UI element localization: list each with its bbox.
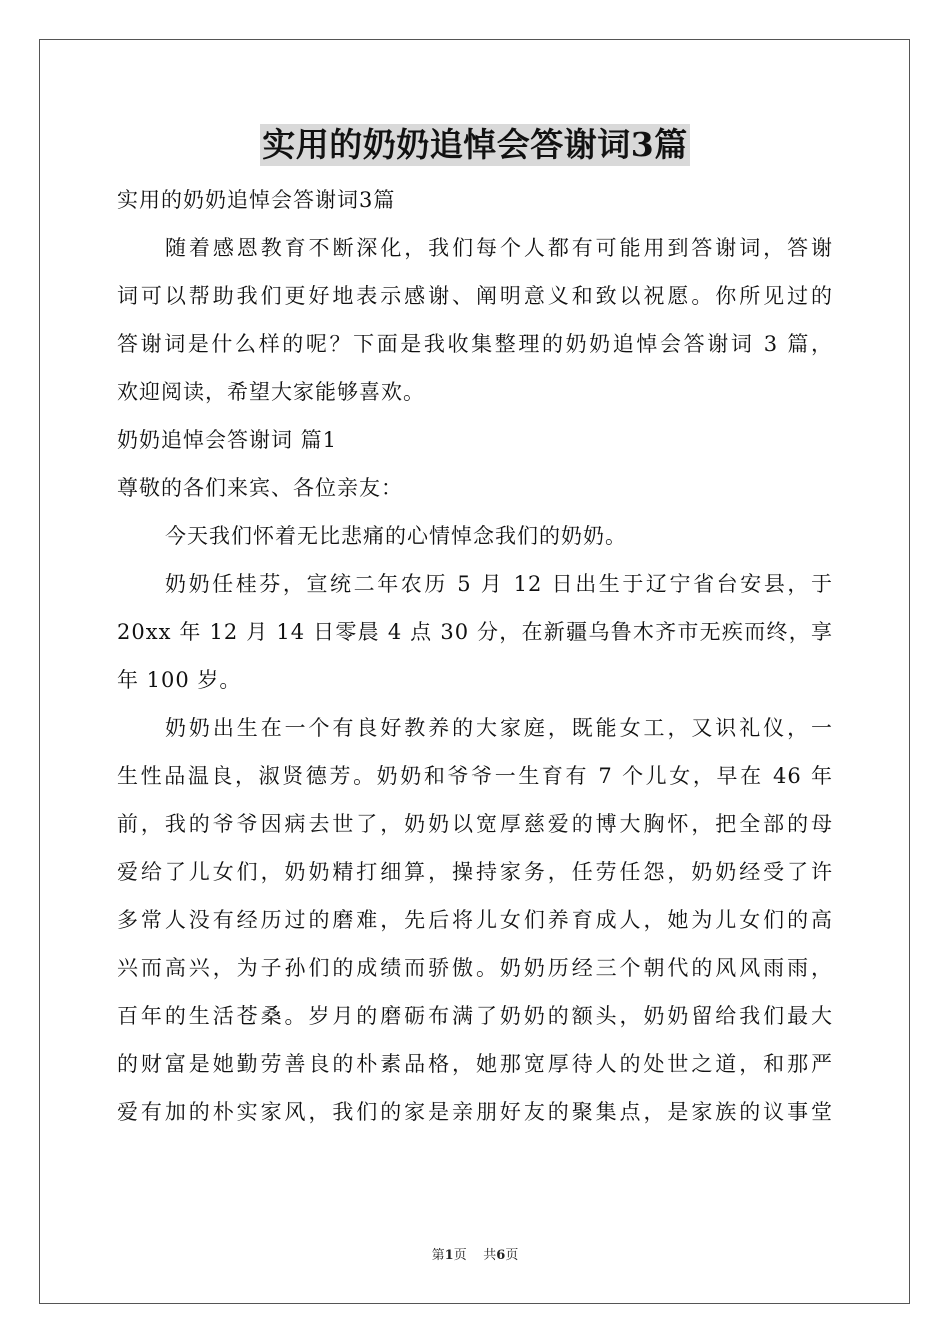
text-line: 奶奶追悼会答谢词 篇1 <box>117 428 338 452</box>
page-footer <box>0 1244 950 1263</box>
text-line: 的财富是她勤劳善良的朴素品格，她那宽厚待人的处世之道，和那严 <box>117 1052 833 1076</box>
text-line: 爱给了儿女们，奶奶精打细算，操持家务，任劳任怨，奶奶经受了许 <box>117 860 833 884</box>
text-line: 奶奶任桂芬，宣统二年农历 5 月 12 日出生于辽宁省台安县，于 <box>165 572 833 596</box>
text-line: 前，我的爷爷因病去世了，奶奶以宽厚慈爱的博大胸怀，把全部的母 <box>117 812 833 836</box>
text-line: 欢迎阅读，希望大家能够喜欢。 <box>117 380 425 404</box>
text-line: 百年的生活苍桑。岁月的磨砺布满了奶奶的额头，奶奶留给我们最大 <box>117 1004 833 1028</box>
document-title: 实用的奶奶追悼会答谢词3篇 <box>262 125 688 164</box>
page-prefix: 第 <box>431 1248 445 1263</box>
page-suffix: 页 <box>453 1248 467 1263</box>
text-line: 爱有加的朴实家风，我们的家是亲朋好友的聚集点，是家族的议事堂 <box>117 1100 833 1124</box>
text-line: 随着感恩教育不断深化，我们每个人都有可能用到答谢词，答谢 <box>165 236 833 260</box>
total-suffix: 页 <box>505 1248 519 1263</box>
page-current: 1 <box>444 1248 454 1263</box>
text-line: 奶奶出生在一个有良好教养的大家庭，既能女工，又识礼仪，一 <box>165 716 833 740</box>
title-container <box>0 124 950 166</box>
page-total: 6 <box>496 1248 506 1263</box>
total-prefix: 共 <box>483 1248 497 1263</box>
text-line: 今天我们怀着无比悲痛的心情悼念我们的奶奶。 <box>165 524 627 548</box>
text-line: 20xx 年 12 月 14 日零晨 4 点 30 分，在新疆乌鲁木齐市无疾而终，享 <box>117 620 833 644</box>
text-line: 尊敬的各们来宾、各位亲友： <box>117 476 403 500</box>
text-line: 答谢词是什么样的呢？下面是我收集整理的奶奶追悼会答谢词 3 篇， <box>117 332 833 356</box>
text-line: 生性品温良，淑贤德芳。奶奶和爷爷一生育有 7 个儿女，早在 46 年 <box>117 764 833 788</box>
text-line: 词可以帮助我们更好地表示感谢、阐明意义和致以祝愿。你所见过的 <box>117 284 833 308</box>
text-line: 年 100 岁。 <box>117 668 242 692</box>
text-line: 多常人没有经历过的磨难，先后将儿女们养育成人，她为儿女们的高 <box>117 908 833 932</box>
text-line: 实用的奶奶追悼会答谢词3篇 <box>117 188 396 212</box>
text-line: 兴而高兴，为子孙们的成绩而骄傲。奶奶历经三个朝代的风风雨雨， <box>117 956 833 980</box>
document-body <box>117 176 833 1136</box>
